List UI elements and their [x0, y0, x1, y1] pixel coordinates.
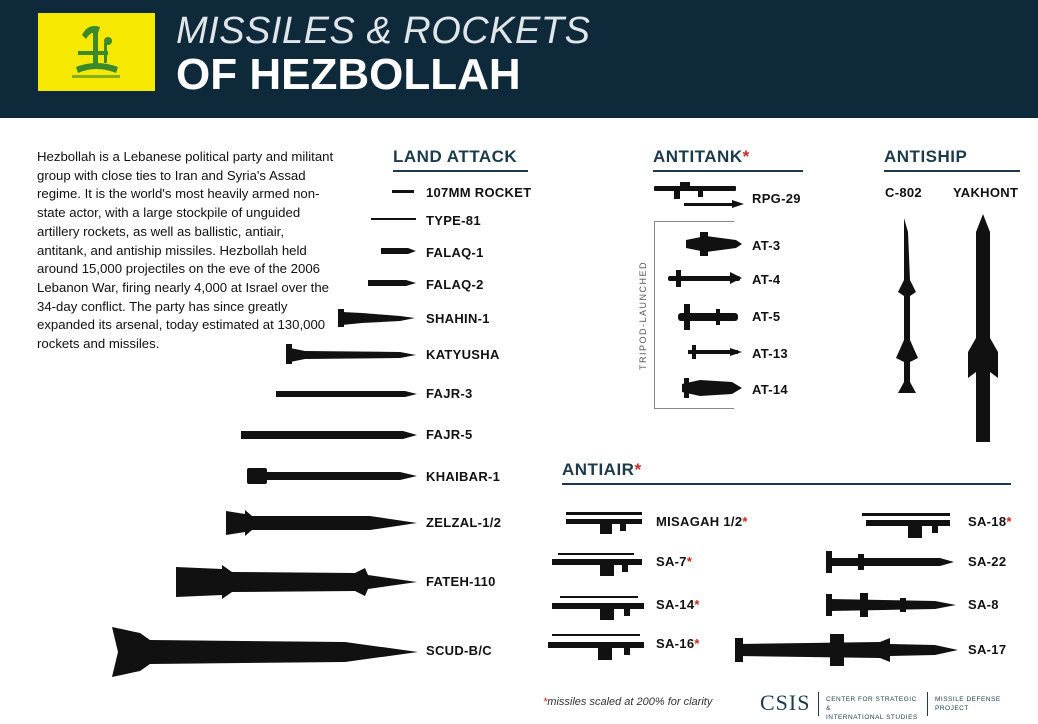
csis-subtitle-line-1: CENTER FOR STRATEGIC & — [826, 696, 917, 712]
at-3-icon — [686, 232, 742, 256]
label-sa-17: SA-17 — [968, 642, 1007, 657]
label-c-802: C-802 — [885, 185, 922, 200]
at-13-icon — [688, 345, 742, 359]
section-title-antiair: ANTIAIR* — [562, 460, 642, 479]
label-shahin-1: SHAHIN-1 — [426, 311, 490, 326]
label-katyusha: KATYUSHA — [426, 347, 500, 362]
logo-divider-2 — [927, 692, 928, 716]
at-14-icon — [682, 378, 742, 398]
tripod-launched-label: TRIPOD-LAUNCHED — [638, 260, 648, 370]
logo-divider-1 — [818, 692, 819, 716]
project-line-2: PROJECT — [935, 705, 969, 712]
falaq-2-icon — [368, 280, 416, 286]
label-at-13: AT-13 — [752, 346, 788, 361]
label-zelzal-1-2: ZELZAL-1/2 — [426, 515, 502, 530]
intro-paragraph: Hezbollah is a Lebanese political party and militant group with close ties to Iran and Syria's Assad regime. It is the world's most heavily armed non-state actor, with a large stockpile of unguided artillery rockets, as well as ballistic, antiair, antitank, and antiship missiles. Hezbollah held around 15,000 projectiles on the eve of the 2006 Lebanon War, firing nearly 4,000 at Israel over the 34-day conflict. The party has since greatly expanded its arsenal, today estimated at 130,000 rockets and missiles. — [37, 149, 334, 352]
fajr-3-icon — [276, 391, 417, 397]
label-at-5: AT-5 — [752, 309, 781, 324]
label-falaq-2: FALAQ-2 — [426, 277, 484, 292]
label-sa-7: SA-7* — [656, 554, 693, 569]
zelzal-1-2-icon — [226, 510, 417, 536]
label-fateh-110: FATEH-110 — [426, 574, 496, 589]
csis-subtitle-line-2: INTERNATIONAL STUDIES — [826, 714, 918, 721]
shahin-1-icon — [338, 309, 415, 327]
katyusha-icon — [286, 344, 416, 364]
khaibar-1-icon — [247, 468, 417, 484]
c-802-icon — [896, 218, 918, 393]
falaq-1-icon — [381, 248, 416, 254]
rpg-29-icon — [654, 182, 744, 208]
label-sa-22: SA-22 — [968, 554, 1007, 569]
label-sa-14: SA-14* — [656, 597, 700, 612]
label-fajr-3: FAJR-3 — [426, 386, 473, 401]
label-fajr-5: FAJR-5 — [426, 427, 473, 442]
sa-8-icon — [826, 593, 956, 617]
label-type-81: TYPE-81 — [426, 213, 481, 228]
label-yakhont: YAKHONT — [953, 185, 1019, 200]
label-sa-8: SA-8 — [968, 597, 999, 612]
label-rpg-29: RPG-29 — [752, 191, 801, 206]
label-khaibar-1: KHAIBAR-1 — [426, 469, 501, 484]
title-line-2: OF HEZBOLLAH — [176, 50, 521, 99]
project-line-1: MISSILE DEFENSE — [935, 696, 1001, 703]
sa-18-icon — [862, 513, 950, 538]
label-at-14: AT-14 — [752, 382, 788, 397]
107mm-rocket-icon — [392, 190, 414, 193]
fateh-110-icon — [176, 565, 417, 599]
label-107mm-rocket: 107MM ROCKET — [426, 185, 532, 200]
misagah-1-2-icon — [566, 512, 642, 534]
fajr-5-icon — [241, 431, 417, 439]
missile-defense-project — [935, 695, 1025, 713]
section-title-antitank: ANTITANK* — [653, 147, 750, 166]
label-sa-16: SA-16* — [656, 636, 700, 651]
label-at-3: AT-3 — [752, 238, 781, 253]
yakhont-icon — [968, 214, 998, 442]
sa-14-icon — [552, 596, 644, 620]
csis-logo: CSIS — [760, 690, 811, 715]
title-line-1: MISSILES & ROCKETS — [176, 10, 591, 52]
sa-16-icon — [548, 634, 644, 660]
type-81-icon — [371, 218, 416, 220]
label-at-4: AT-4 — [752, 272, 781, 287]
at-4-icon — [668, 270, 742, 287]
sa-17-icon — [735, 634, 958, 666]
label-scud-b-c: SCUD-B/C — [426, 643, 492, 658]
label-sa-18: SA-18* — [968, 514, 1012, 529]
scud-b-c-icon — [112, 627, 418, 677]
label-misagah-1-2: MISAGAH 1/2* — [656, 514, 748, 529]
at-5-icon — [678, 304, 738, 330]
label-falaq-1: FALAQ-1 — [426, 245, 484, 260]
sa-22-icon — [826, 551, 954, 573]
sa-7-icon — [552, 553, 642, 576]
section-title-land-attack: LAND ATTACK — [393, 147, 518, 166]
csis-subtitle — [826, 695, 922, 722]
footnote: *missiles scaled at 200% for clarity — [543, 696, 713, 708]
section-title-antiship: ANTISHIP — [884, 147, 968, 166]
